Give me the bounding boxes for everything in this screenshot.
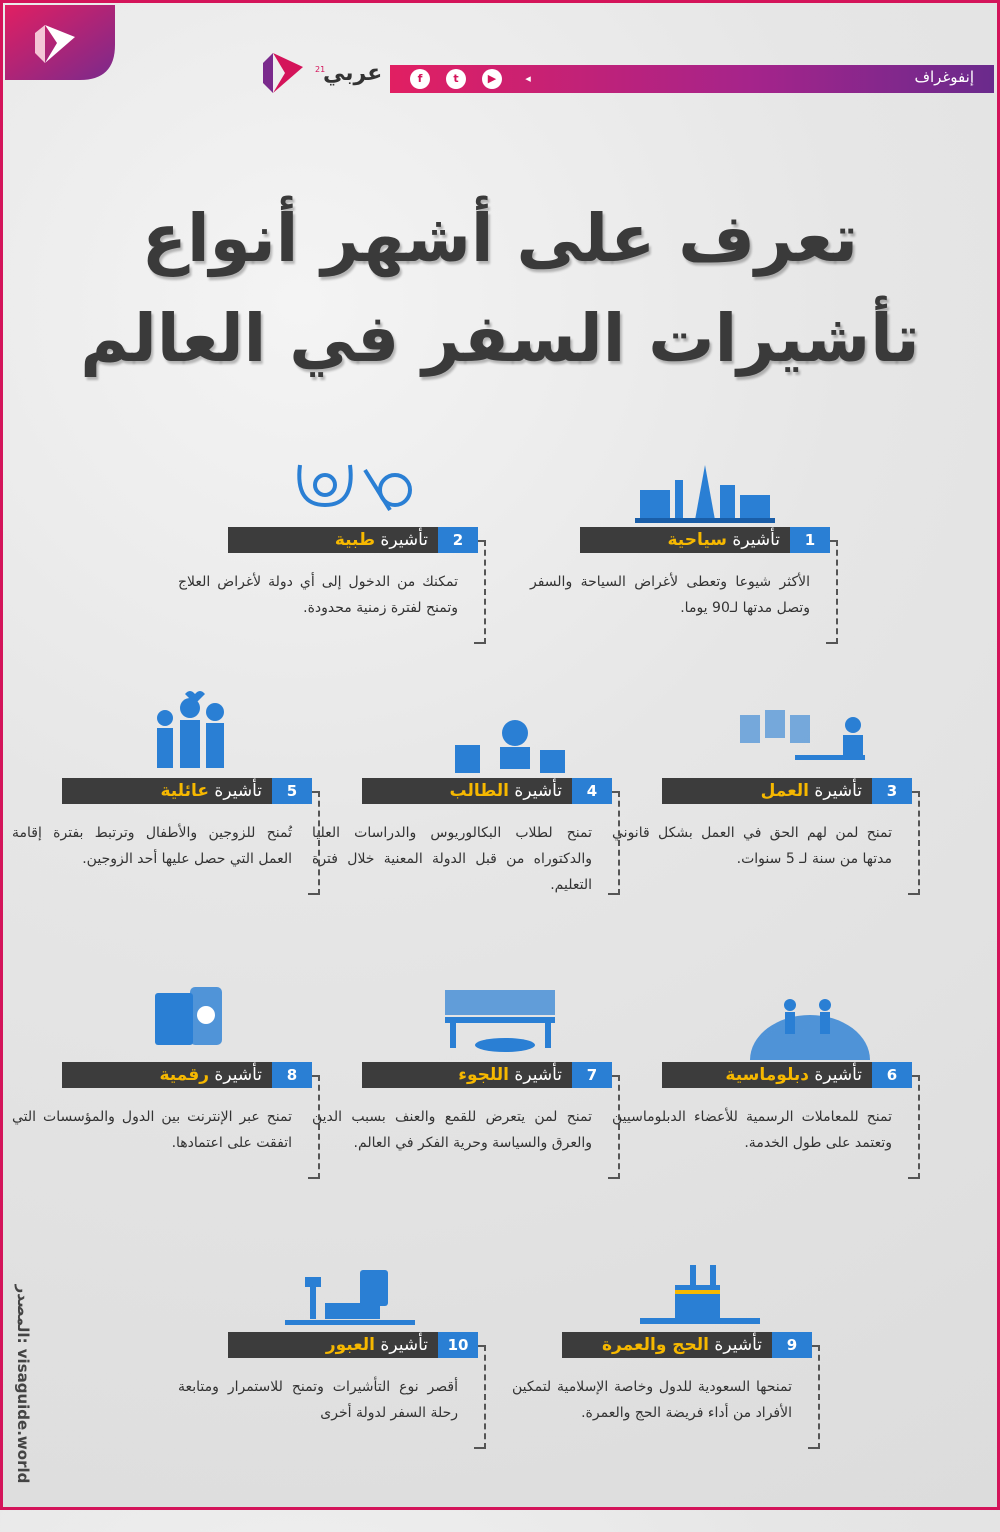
- card-title-prefix: تأشيرة: [214, 781, 262, 801]
- card-student-visa: [312, 778, 612, 978]
- card-medical-visa: [178, 527, 478, 727]
- card-title: [326, 1332, 428, 1358]
- brand-logo: [255, 45, 395, 100]
- card-title-highlight: طبية: [334, 530, 376, 550]
- tourism-skyline-icon: [635, 460, 775, 525]
- card-title-highlight: العبور: [325, 1335, 376, 1355]
- card-bracket: [608, 791, 620, 895]
- card-bracket: [826, 540, 838, 644]
- card-title-highlight: رقمية: [159, 1065, 210, 1085]
- card-title-prefix: تأشيرة: [714, 1335, 762, 1355]
- card-title-prefix: تأشيرة: [814, 1065, 862, 1085]
- card-description: تمنح عبر الإنترنت بين الدول والمؤسسات التي اتفقت على اعتمادها.: [12, 1109, 292, 1151]
- card-title-highlight: العمل: [760, 781, 810, 801]
- card-title-prefix: تأشيرة: [732, 530, 780, 550]
- brand-name: عربي: [323, 61, 383, 86]
- twitter-icon[interactable]: t: [446, 69, 466, 89]
- card-title-highlight: الحج والعمرة: [602, 1335, 710, 1355]
- card-description: تمكنك من الدخول إلى أي دولة لأغراض العلاج وتمنح لفترة زمنية محدودة.: [178, 574, 458, 616]
- card-title-prefix: تأشيرة: [214, 1065, 262, 1085]
- digital-passport-icon: [150, 985, 230, 1055]
- section-tag: إنفوغراف: [914, 68, 974, 86]
- card-description: تمنح للمعاملات الرسمية للأعضاء الدبلوماسيين وتعتمد على طول الخدمة.: [612, 1109, 892, 1151]
- facebook-icon[interactable]: f: [410, 69, 430, 89]
- card-title-highlight: عائلية: [160, 781, 210, 801]
- card-number: 10: [438, 1332, 478, 1358]
- card-title-highlight: اللجوء: [458, 1065, 510, 1085]
- card-digital-visa: [12, 1062, 312, 1262]
- source-credit: [8, 1270, 38, 1500]
- card-title: [761, 778, 862, 804]
- card-bracket: [608, 1075, 620, 1179]
- card-description: تمنح لمن يتعرض للقمع والعنف بسبب الدين والعرق والسياسة وحرية الفكر في العالم.: [312, 1109, 592, 1151]
- card-number: 5: [272, 778, 312, 804]
- card-bracket: [474, 540, 486, 644]
- card-title-highlight: الطالب: [449, 781, 510, 801]
- card-bracket: [308, 1075, 320, 1179]
- card-description: تمنح لطلاب البكالوريوس والدراسات العليا والدكتوراه من قبل الدولة المعنية خلال فترة التعليم.: [312, 825, 592, 893]
- airport-transit-icon: [285, 1265, 415, 1330]
- card-title: [449, 778, 562, 804]
- card-title-highlight: سياحية: [667, 530, 728, 550]
- kaaba-icon: [635, 1260, 765, 1330]
- card-title: [159, 1062, 262, 1088]
- card-transit-visa: [178, 1332, 478, 1532]
- card-title: [160, 778, 262, 804]
- card-title-prefix: تأشيرة: [380, 530, 428, 550]
- card-number: 4: [572, 778, 612, 804]
- card-number: 6: [872, 1062, 912, 1088]
- arabi21-icon[interactable]: ◂: [525, 72, 531, 85]
- card-number: 9: [772, 1332, 812, 1358]
- brand-superscript: 21: [315, 65, 326, 74]
- card-number: 7: [572, 1062, 612, 1088]
- brand-mark-icon: [255, 45, 315, 100]
- card-description: تمنحها السعودية للدول وخاصة الإسلامية لتمكين الأفراد من أداء فريضة الحج والعمرة.: [512, 1379, 792, 1421]
- card-title-prefix: تأشيرة: [514, 1065, 562, 1085]
- card-number: 8: [272, 1062, 312, 1088]
- card-title-prefix: تأشيرة: [514, 781, 562, 801]
- card-title: [667, 527, 780, 553]
- card-bracket: [908, 1075, 920, 1179]
- card-bracket: [308, 791, 320, 895]
- card-number: 1: [790, 527, 830, 553]
- card-family-visa: [12, 778, 312, 978]
- card-diplomatic-visa: [612, 1062, 912, 1262]
- card-number: 3: [872, 778, 912, 804]
- page-title-line-2: تأشيرات السفر في العالم: [80, 300, 920, 377]
- card-title: [602, 1332, 762, 1358]
- diplomatic-globe-icon: [730, 990, 880, 1060]
- youtube-icon[interactable]: ▶: [482, 69, 502, 89]
- refugee-bench-icon: [435, 985, 565, 1055]
- card-title: [335, 527, 428, 553]
- card-asylum-visa: [312, 1062, 612, 1262]
- card-description: تمنح لمن لهم الحق في العمل بشكل قانوني مدتها من سنة لـ 5 سنوات.: [612, 825, 892, 867]
- card-hajj-umrah-visa: [512, 1332, 812, 1532]
- card-title: [725, 1062, 862, 1088]
- card-title-prefix: تأشيرة: [814, 781, 862, 801]
- card-number: 2: [438, 527, 478, 553]
- header-bar: [390, 65, 994, 93]
- corner-logo: [5, 5, 115, 80]
- card-bracket: [908, 791, 920, 895]
- card-tourist-visa: [530, 527, 830, 727]
- stethoscope-icon: [290, 455, 420, 520]
- card-title-prefix: تأشيرة: [380, 1335, 428, 1355]
- card-description: تُمنح للزوجين والأطفال وترتبط بفترة إقامة العمل التي حصل عليها أحد الزوجين.: [12, 825, 292, 867]
- card-description: أقصر نوع التأشيرات وتمنح للاستمرار ومتابعة رحلة السفر لدولة أخرى: [178, 1379, 458, 1421]
- card-bracket: [474, 1345, 486, 1449]
- card-title: [458, 1062, 562, 1088]
- source-text: المصدر: visaguide.world: [14, 1284, 32, 1484]
- card-description: الأكثر شيوعا وتعطى لأغراض السياحة والسفر وتصل مدتها لـ90 يوما.: [530, 574, 810, 616]
- page-title-line-1: تعرف على أشهر أنواع: [141, 200, 859, 277]
- card-title-highlight: دبلوماسية: [725, 1065, 810, 1085]
- card-work-visa: [612, 778, 912, 978]
- card-bracket: [808, 1345, 820, 1449]
